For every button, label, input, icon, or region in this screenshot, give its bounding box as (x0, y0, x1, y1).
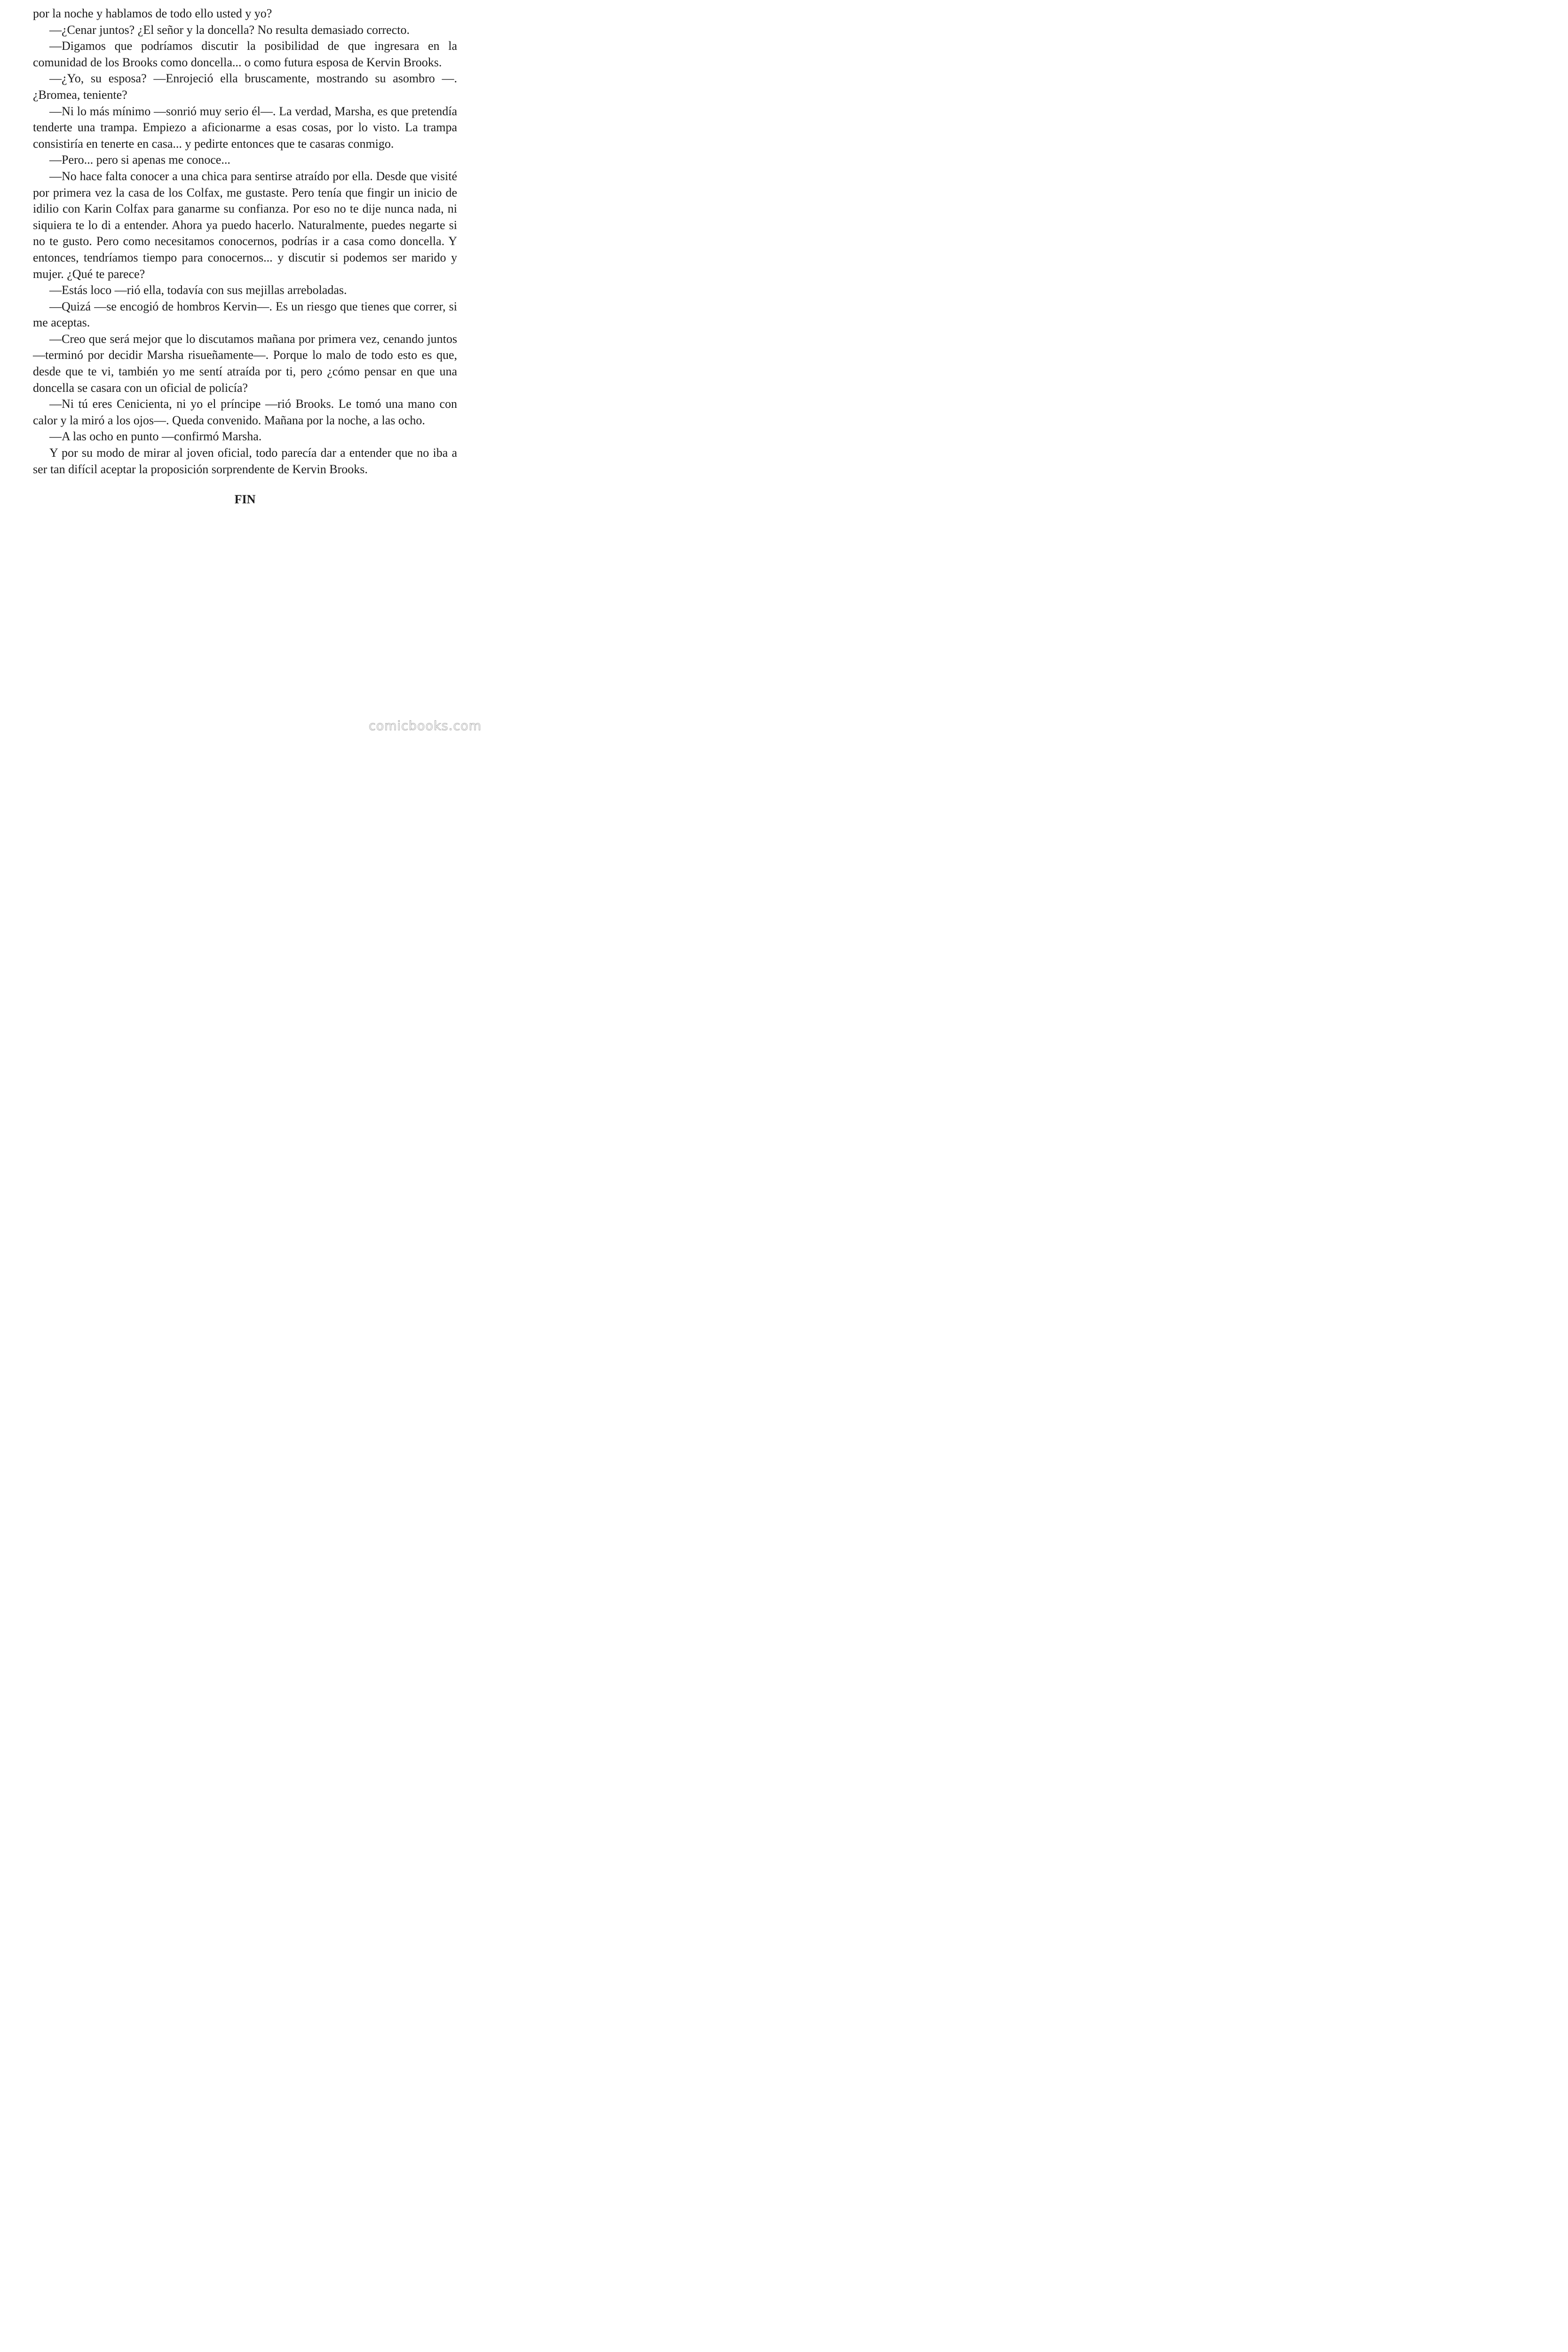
paragraph: —Pero... pero si apenas me conoce... (49, 153, 230, 167)
paragraph: —A las ocho en punto —confirmó Marsha. (49, 429, 262, 444)
paragraph: —Creo que será mejor que lo discutamos mañana por primera vez, cenando juntos —terminó por decidir Marsha risueñamente—. Porque lo malo de todo esto es que, desde que te vi, también yo me sentí atraída por ti, pero ¿cómo pensar en que una doncella se casara con un oficial de policía? (33, 332, 457, 395)
paragraph: por la noche y hablamos de todo ello usted y yo? (33, 7, 272, 20)
paragraph: —¿Cenar juntos? ¿El señor y la doncella? No resulta demasiado correcto. (49, 23, 410, 37)
ending-title: FIN (234, 493, 256, 507)
document-page (33, 6, 457, 508)
paragraph: —Quizá —se encogió de hombros Kervin—. Es un riesgo que tienes que correr, si me aceptas. (33, 299, 457, 330)
paragraph: —Digamos que podríamos discutir la posibilidad de que ingresara en la comunidad de los Brooks como doncella... o como futura esposa de Kervin Brooks. (33, 39, 457, 69)
paragraph: —No hace falta conocer a una chica para sentirse atraído por ella. Desde que visité por primera vez la casa de los Colfax, me gustaste. Pero tenía que fingir un inicio de idilio con Karin Colfax para ganarme su confianza. Por eso no te dije nunca nada, ni siquiera te lo di a entender. Ahora ya puedo hacerlo. Naturalmente, puedes negarte si no te gusto. Pero como necesitamos conocernos, podrías ir a casa como doncella. Y entonces, tendríamos tiempo para conocernos... y discutir si podemos ser marido y mujer. ¿Qué te parece? (33, 169, 457, 281)
paragraph: —Ni lo más mínimo —sonrió muy serio él—. La verdad, Marsha, es que pretendía tenderte una trampa. Empiezo a aficionarme a esas cosas, por lo visto. La trampa consistiría en tenerte en casa... y pedirte entonces que te casaras conmigo. (33, 104, 457, 151)
paragraph: —Estás loco —rió ella, todavía con sus mejillas arreboladas. (49, 283, 347, 297)
watermark-logo: comicbooks.com (368, 719, 482, 733)
paragraph: Y por su modo de mirar al joven oficial, todo parecía dar a entender que no iba a ser tan difícil aceptar la proposición sorprendente de Kervin Brooks. (33, 446, 457, 476)
paragraph: —¿Yo, su esposa? —Enrojeció ella bruscamente, mostrando su asombro —. ¿Bromea, teniente? (33, 72, 457, 102)
paragraph: —Ni tú eres Cenicienta, ni yo el príncipe —rió Brooks. Le tomó una mano con calor y la miró a los ojos—. Queda convenido. Mañana por la noche, a las ocho. (33, 397, 457, 427)
